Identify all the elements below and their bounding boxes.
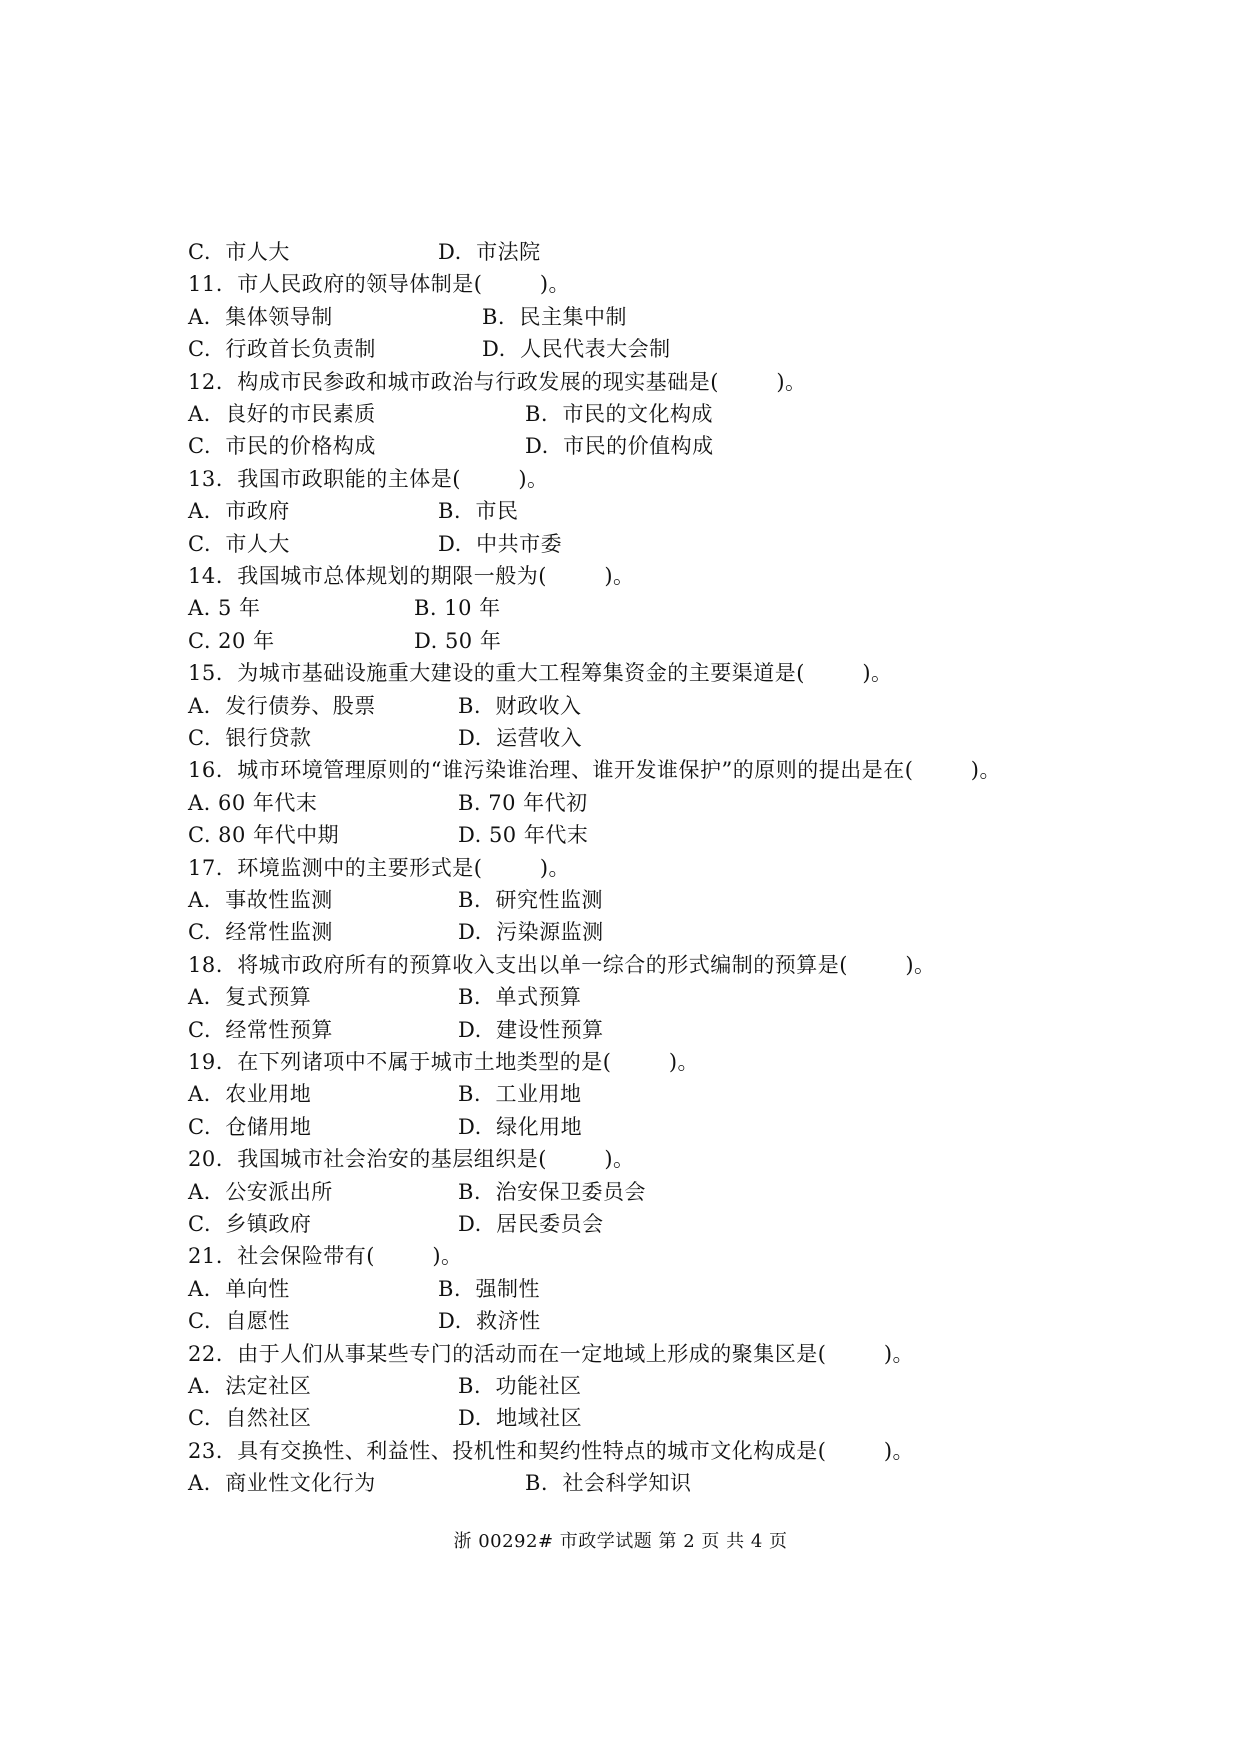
option-left: A. 发行债券、股票 xyxy=(188,694,376,718)
question-stem: 12. 构成市民参政和城市政治与行政发展的现实基础是( )。 xyxy=(188,370,807,394)
option-row xyxy=(188,722,1088,754)
option-row xyxy=(188,819,1088,851)
question-stem: 23. 具有交换性、利益性、投机性和契约性特点的城市文化构成是( )。 xyxy=(188,1439,915,1463)
question-stem: 18. 将城市政府所有的预算收入支出以单一综合的形式编制的预算是( )。 xyxy=(188,953,936,977)
option-left: C. 市人大 xyxy=(188,240,290,264)
option-row xyxy=(188,236,1088,268)
option-left: A. 农业用地 xyxy=(188,1082,312,1106)
option-left: A. 法定社区 xyxy=(188,1374,312,1398)
option-row xyxy=(188,1273,1088,1305)
option-row xyxy=(188,1467,1088,1499)
option-right: B. 70 年代初 xyxy=(458,791,588,815)
question-stem: 21. 社会保险带有( )。 xyxy=(188,1244,463,1268)
question-stem: 22. 由于人们从事某些专门的活动而在一定地域上形成的聚集区是( )。 xyxy=(188,1342,915,1366)
option-row xyxy=(188,592,1088,624)
option-left: A. 集体领导制 xyxy=(188,305,333,329)
option-right: D. 人民代表大会制 xyxy=(482,337,671,361)
option-left: C. 乡镇政府 xyxy=(188,1212,312,1236)
option-right: B. 强制性 xyxy=(438,1277,540,1301)
option-left: A. 单向性 xyxy=(188,1277,290,1301)
option-left: A. 商业性文化行为 xyxy=(188,1471,376,1495)
question-stem: 11. 市人民政府的领导体制是( )。 xyxy=(188,272,571,296)
option-left: C. 经常性预算 xyxy=(188,1018,333,1042)
option-right: D. 绿化用地 xyxy=(458,1115,583,1139)
option-left: A. 公安派出所 xyxy=(188,1180,333,1204)
question-stem: 17. 环境监测中的主要形式是( )。 xyxy=(188,856,571,880)
option-row xyxy=(188,981,1088,1013)
question-stem: 13. 我国市政职能的主体是( )。 xyxy=(188,467,549,491)
option-row xyxy=(188,1402,1088,1434)
page-footer: 浙 00292# 市政学试题 第 2 页 共 4 页 xyxy=(453,1531,788,1552)
option-left: C. 经常性监测 xyxy=(188,920,333,944)
option-row xyxy=(188,1208,1088,1240)
option-row xyxy=(188,1176,1088,1208)
option-right: B. 功能社区 xyxy=(458,1374,582,1398)
option-right: B. 民主集中制 xyxy=(482,305,627,329)
option-row xyxy=(188,528,1088,560)
option-row xyxy=(188,1111,1088,1143)
option-right: D. 50 年代末 xyxy=(458,823,589,847)
option-left: A. 60 年代末 xyxy=(188,791,318,815)
option-left: A. 复式预算 xyxy=(188,985,312,1009)
question-stem: 15. 为城市基础设施重大建设的重大工程筹集资金的主要渠道是( )。 xyxy=(188,661,893,685)
option-right: D. 居民委员会 xyxy=(458,1212,604,1236)
option-left: C. 20 年 xyxy=(188,629,275,653)
option-row xyxy=(188,787,1088,819)
option-left: C. 银行贷款 xyxy=(188,726,312,750)
option-right: B. 单式预算 xyxy=(458,985,582,1009)
option-left: C. 仓储用地 xyxy=(188,1115,312,1139)
question-stem: 20. 我国城市社会治安的基层组织是( )。 xyxy=(188,1147,635,1171)
option-row xyxy=(188,916,1088,948)
option-right: D. 救济性 xyxy=(438,1309,541,1333)
option-left: A. 事故性监测 xyxy=(188,888,333,912)
option-right: D. 市民的价值构成 xyxy=(525,434,714,458)
option-right: D. 50 年 xyxy=(414,629,502,653)
option-left: C. 80 年代中期 xyxy=(188,823,340,847)
option-left: C. 自愿性 xyxy=(188,1309,290,1333)
option-row xyxy=(188,1078,1088,1110)
option-right: D. 运营收入 xyxy=(458,726,583,750)
option-right: B. 工业用地 xyxy=(458,1082,582,1106)
option-right: D. 污染源监测 xyxy=(458,920,604,944)
option-right: D. 建设性预算 xyxy=(458,1018,604,1042)
option-row xyxy=(188,430,1088,462)
option-right: B. 社会科学知识 xyxy=(525,1471,692,1495)
option-row xyxy=(188,1014,1088,1046)
question-stem: 19. 在下列诸项中不属于城市土地类型的是( )。 xyxy=(188,1050,700,1074)
option-right: B. 研究性监测 xyxy=(458,888,603,912)
option-right: B. 10 年 xyxy=(414,596,501,620)
option-right: B. 治安保卫委员会 xyxy=(458,1180,646,1204)
question-stem: 16. 城市环境管理原则的“谁污染谁治理、谁开发谁保护”的原则的提出是在( )。 xyxy=(188,758,1002,782)
option-row xyxy=(188,884,1088,916)
option-row xyxy=(188,1305,1088,1337)
option-row xyxy=(188,495,1088,527)
option-left: A. 5 年 xyxy=(188,596,261,620)
option-right: D. 市法院 xyxy=(438,240,541,264)
option-row xyxy=(188,1370,1088,1402)
option-left: C. 市民的价格构成 xyxy=(188,434,376,458)
option-left: C. 行政首长负责制 xyxy=(188,337,376,361)
option-row xyxy=(188,625,1088,657)
option-right: D. 中共市委 xyxy=(438,532,563,556)
option-right: B. 市民 xyxy=(438,499,519,523)
option-left: C. 自然社区 xyxy=(188,1406,312,1430)
option-right: B. 市民的文化构成 xyxy=(525,402,713,426)
option-left: C. 市人大 xyxy=(188,532,290,556)
option-left: A. 良好的市民素质 xyxy=(188,402,376,426)
option-right: D. 地域社区 xyxy=(458,1406,583,1430)
question-stem: 14. 我国城市总体规划的期限一般为( )。 xyxy=(188,564,635,588)
option-row xyxy=(188,398,1088,430)
option-row xyxy=(188,301,1088,333)
option-row xyxy=(188,333,1088,365)
option-right: B. 财政收入 xyxy=(458,694,582,718)
option-row xyxy=(188,690,1088,722)
option-left: A. 市政府 xyxy=(188,499,290,523)
